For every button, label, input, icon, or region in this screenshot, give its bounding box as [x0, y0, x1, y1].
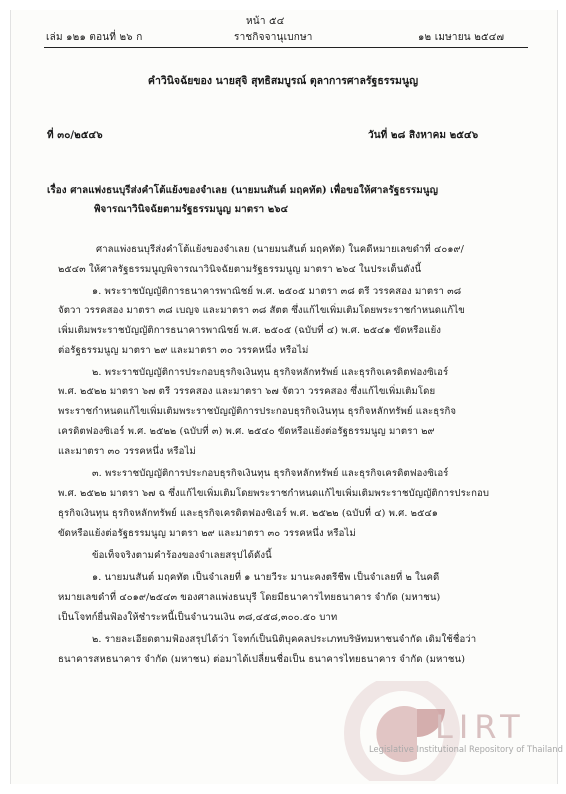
body-line: ๒. รายละเอียดตามฟ้องสรุปได้ว่า โจทก์เป็นนิติบุคคลประเภทบริษัทมหาชนจำกัด เดิมใช้ชื่อว่า	[92, 634, 477, 645]
body-line: เครดิตฟองซิเอร์ พ.ศ. ๒๕๒๒ (ฉบับที่ ๓) พ.ศ. ๒๕๔๐ ขัดหรือแย้งต่อรัฐธรรมนูญ มาตรา ๒๙	[58, 426, 435, 437]
subject-line: เรื่อง ศาลแพ่งธนบุรีส่งคำโต้แย้งของจำเลย (นายมนสันต์ มฤคทัต) เพื่อขอให้ศาลรัฐธรรมนูญ	[47, 185, 439, 196]
body-line: จัตวา วรรคสอง มาตรา ๓๘ เบญจ และมาตรา ๓๘ สัตต ซึ่งแก้ไขเพิ่มเติมโดยพระราชกำหนดแก้ไข	[58, 305, 465, 316]
body-line: และมาตรา ๓๐ วรรคหนึ่ง หรือไม่	[58, 446, 196, 457]
subject-line: พิจารณาวินิจฉัยตามรัฐธรรมนูญ มาตรา ๒๖๔	[94, 204, 289, 215]
body-line: ต่อรัฐธรรมนูญ มาตรา ๒๙ และมาตรา ๓๐ วรรคหนึ่ง หรือไม่	[58, 345, 309, 356]
body-line: ๑. พระราชบัญญัติการธนาคารพาณิชย์ พ.ศ. ๒๕๐๕ มาตรา ๓๘ ตรี วรรคสอง มาตรา ๓๘	[92, 286, 462, 297]
body-line: ธนาคารสหธนาคาร จำกัด (มหาชน) ต่อมาได้เปลี่ยนชื่อเป็น ธนาคารไทยธนาคาร จำกัด (มหาชน)	[58, 654, 466, 665]
gazette-name: ราชกิจจานุเบกษา	[234, 32, 313, 43]
gazette-date: ๑๒ เมษายน ๒๕๔๗	[418, 32, 505, 43]
watermark-logo-text: LIRT	[435, 708, 526, 746]
header-rule	[44, 47, 528, 48]
body-line: พระราชกำหนดแก้ไขเพิ่มเติมพระราชบัญญัติการประกอบธุรกิจเงินทุน ธุรกิจหลักทรัพย์ และธุรกิจ	[58, 406, 457, 417]
ruling-date: วันที่ ๒๘ สิงหาคม ๒๕๔๖	[368, 130, 479, 141]
body-line: พ.ศ. ๒๕๒๒ มาตรา ๖๗ ตรี วรรคสอง และมาตรา ๖๗ จัตวา วรรคสอง ซึ่งแก้ไขเพิ่มเติมโดย	[58, 386, 436, 397]
body-line: ๑. นายมนสันต์ มฤคทัต เป็นจำเลยที่ ๑ นายวีระ มานะคงตรีชีพ เป็นจำเลยที่ ๒ ในคดี	[92, 572, 440, 583]
body-line: ธุรกิจเงินทุน ธุรกิจหลักทรัพย์ และธุรกิจเครดิตฟองซิเอร์ พ.ศ. ๒๕๒๒ (ฉบับที่ ๔) พ.ศ. ๒๕๔๑	[58, 508, 438, 519]
body-line: ๒. พระราชบัญญัติการประกอบธุรกิจเงินทุน ธุรกิจหลักทรัพย์ และธุรกิจเครดิตฟองซิเอร์	[92, 367, 449, 378]
body-line: เพิ่มเติมพระราชบัญญัติการธนาคารพาณิชย์ พ.ศ. ๒๕๐๕ (ฉบับที่ ๔) พ.ศ. ๒๕๔๑ ขัดหรือแย้ง	[58, 325, 442, 336]
body-line: ขัดหรือแย้งต่อรัฐธรรมนูญ มาตรา ๒๙ และมาตรา ๓๐ วรรคหนึ่ง หรือไม่	[58, 528, 356, 539]
watermark-subtitle: Legislative Institutional Repository of Thailand	[369, 744, 563, 754]
ruling-number: ที่ ๓๐/๒๕๔๖	[47, 130, 103, 141]
body-line: ศาลแพ่งธนบุรีส่งคำโต้แย้งของจำเลย (นายมนสันต์ มฤคทัต) ในคดีหมายเลขดำที่ ๔๐๑๙/	[96, 244, 464, 255]
body-line: ๒๕๔๓ ให้ศาลรัฐธรรมนูญพิจารณาวินิจฉัยตามรัฐธรรมนูญ มาตรา ๒๖๔ ในประเด็นดังนี้	[58, 264, 422, 275]
body-line: หมายเลขดำที่ ๔๐๑๙/๒๕๔๓ ของศาลแพ่งธนบุรี โดยมีธนาคารไทยธนาคาร จำกัด (มหาชน)	[58, 592, 441, 603]
body-line: พ.ศ. ๒๕๒๒ มาตรา ๖๗ ฉ ซึ่งแก้ไขเพิ่มเติมโดยพระราชกำหนดแก้ไขเพิ่มเติมพระราชบัญญัติการประกอบ	[58, 488, 490, 499]
document-title: คำวินิจฉัยของ นายสุจิ สุทธิสมบูรณ์ ตุลาการศาลรัฐธรรมนูญ	[147, 75, 419, 87]
volume-number: เล่ม ๑๒๑ ตอนที่ ๒๖ ก	[46, 32, 143, 43]
body-line: ๓. พระราชบัญญัติการประกอบธุรกิจเงินทุน ธุรกิจหลักทรัพย์ และธุรกิจเครดิตฟองซิเอร์	[92, 468, 449, 479]
page-number: หน้า ๕๔	[246, 16, 285, 27]
body-line: เป็นโจทก์ยื่นฟ้องให้ชำระหนี้เป็นจำนวนเงิน ๓๘,๔๕๘,๓๐๐.๕๐ บาท	[58, 612, 338, 623]
body-line: ข้อเท็จจริงตามคำร้องของจำเลยสรุปได้ดังนี้	[92, 550, 272, 561]
